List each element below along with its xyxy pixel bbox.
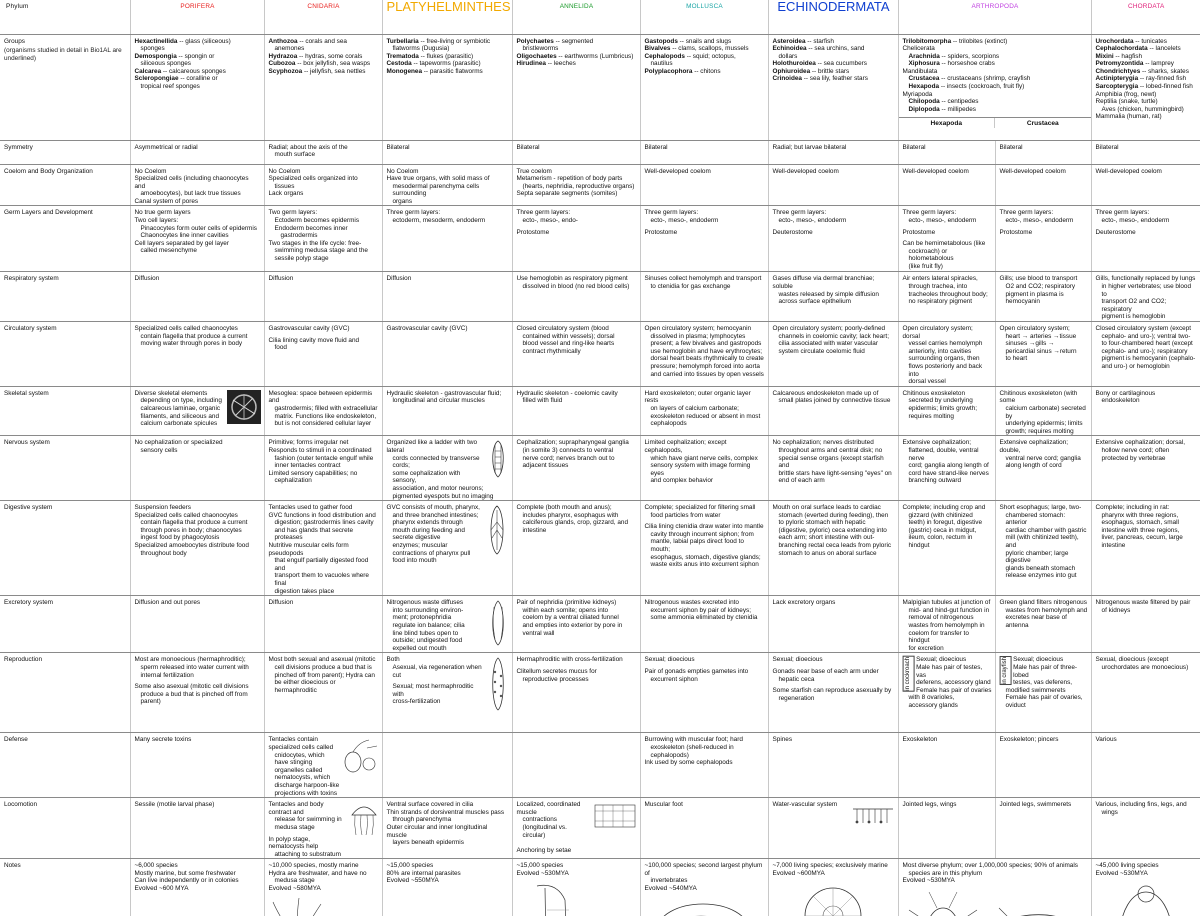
groups-note: (organisms studied in detail in Bio1AL are underlined) <box>4 47 122 62</box>
defense-porifera: Many secrete toxins <box>130 733 264 798</box>
row-skeletal <box>0 386 1200 436</box>
row-notes <box>0 859 1200 916</box>
circulatory-mollusca: Open circulatory system; hemocyanin dissolved in plasma; lymphocytes present; a few bivalves and gastropods use hemoglobin and have erythrocytes; dorsal heart beats rhythmically to create pressure; hemolymph forced into aorta and carried into tissues by open vessels <box>640 322 768 387</box>
phylum-arthropoda: ARTHROPODA <box>898 0 1091 34</box>
row-reproduction <box>0 653 1200 733</box>
planarian-nervous-sketch <box>487 439 509 479</box>
rat-anatomy-sketch <box>1096 880 1198 916</box>
locomotion-chordata: Various, including fins, legs, and wings <box>1091 798 1200 859</box>
row-locomotion <box>0 798 1200 859</box>
earthworm-anatomy-sketch <box>517 880 637 916</box>
digestive-annelida: Complete (both mouth and anus); includes pharynx, esophagus with calciferous glands, crop, gizzard, and intestine <box>512 501 640 596</box>
circulatory-porifera: Specialized cells called chaonocytes contain flagella that produce a current moving water through pores in body <box>130 322 264 387</box>
skeletal-annelida: Hydraulic skeleton - coelomic cavity filled with fluid <box>512 386 640 436</box>
respiratory-cnidaria: Diffusion <box>264 272 382 322</box>
respiratory-crustacea: Gills; use blood to transport O2 and CO2; respiratory pigment in plasma is hemocyanin <box>995 272 1091 322</box>
reproduction-mollusca: Sexual; dioecious Pair of gonads empties gametes into excurrent siphon <box>640 653 768 733</box>
excretory-chordata: Nitrogenous waste filtered by pair of kidneys <box>1091 596 1200 653</box>
symmetry-echinodermata: Radial; but larvae bilateral <box>768 140 898 164</box>
cockroach-crayfish-sketch <box>903 888 1091 916</box>
excretory-platyhelminthes <box>382 596 512 653</box>
row-label-skeletal: Skeletal system <box>0 386 130 436</box>
coelom-echinodermata: Well-developed coelom <box>768 164 898 206</box>
nervous-platyhelminthes <box>382 436 512 501</box>
row-symmetry <box>0 140 1200 164</box>
notes-platyhelminthes: ~15,000 species 80% are internal parasites Evolved ~550MYA <box>382 859 512 916</box>
skeletal-porifera <box>130 386 264 436</box>
locomotion-crustacea: Jointed legs, swimmerets <box>995 798 1091 859</box>
excretory-echinodermata: Lack excretory organs <box>768 596 898 653</box>
germ-cnidaria: Two germ layers: Ectoderm becomes epidermis Endoderm becomes inner gastrodermis Two stages in the life cycle: free- swimming medusa stage and the sessile polyp stage <box>264 206 382 272</box>
digestive-echinodermata: Mouth on oral surface leads to cardiac stomach (everted during feeding), then to pyloric stomach with hepatic (digestive, pyloric) ceca extending into each arm; short intestine with out- branching rectal ceca leads from pyloric stomach to anus on aboral surface <box>768 501 898 596</box>
row-label-nervous: Nervous system <box>0 436 130 501</box>
skeletal-chordata: Bony or cartilaginous endoskeleton <box>1091 386 1200 436</box>
reproduction-cnidaria: Most both sexual and asexual (mitotic cell divisions produce a bud that is pinched off from parent); Hydra can be either dioecious or hermaphroditic <box>264 653 382 733</box>
notes-annelida <box>512 859 640 916</box>
reproduction-porifera: Most are monoecious (hermaphroditic); sperm released into water current with internal fertilization Some also asexual (mitotic cell divisions produce a bud that is pinched off from parent) <box>130 653 264 733</box>
defense-crustacea: Exoskeleton; pincers <box>995 733 1091 798</box>
row-excretory <box>0 596 1200 653</box>
row-label-circulatory: Circulatory system <box>0 322 130 387</box>
notes-arthropoda-text: Most diverse phylum; over 1,000,000 species; 90% of animals species are in this phylum Evolved ~530MYA <box>902 862 1078 885</box>
locomotion-mollusca: Muscular foot <box>640 798 768 859</box>
digestive-crustacea: Short esophagus; large, two- chambered stomach: anterior cardiac chamber with gastric mill (with chitinized teeth), and pyloric chamber; large digestive glands beneath stomach release enzymes into gut <box>995 501 1091 596</box>
reproduction-crustacea-text: Sexual; dioecious Male has pair of three-lobed testes, vas deferens, modified swimmerets Female has pair of ovaries, oviduct <box>1005 656 1083 709</box>
groups-mollusca: Gastopods -- snails and slugs Bivalves -- clams, scallops, mussels Cephalopods -- squid; octopus, nautilus Polyplacophora -- chitons <box>640 34 768 140</box>
respiratory-porifera: Diffusion <box>130 272 264 322</box>
excretory-porifera: Diffusion and out pores <box>130 596 264 653</box>
respiratory-hexapoda: Air enters lateral spiracles, through trachea, into tracheoles throughout body; no respiratory pigment <box>898 272 995 322</box>
circulatory-echinodermata: Open circulatory system; poorly-defined channels in coelomic cavity; lack heart; cilia associated with water vascular system circulate coelomic fluid <box>768 322 898 387</box>
reproduction-hexapoda-text: Sexual; dioecious Male has pair of testes, vas deferens, accessory gland Female has pair of ovaries with 8 ovarioles, accessory glands <box>908 656 992 709</box>
symmetry-cnidaria: Radial; about the axis of the mouth surface <box>264 140 382 164</box>
row-label-digestive: Digestive system <box>0 501 130 596</box>
coelom-chordata: Well-developed coelom <box>1091 164 1200 206</box>
skeletal-echinodermata: Calcareous endoskeleton made up of small plates joined by connective tissue <box>768 386 898 436</box>
row-respiratory <box>0 272 1200 322</box>
groups-annelida: Polychaetes -- segmented bristleworms Oligochaetes -- earthworms (Lumbricus) Hirudinea -- leeches <box>512 34 640 140</box>
respiratory-annelida: Use hemoglobin as respiratory pigment dissolved in blood (no red blood cells) <box>512 272 640 322</box>
nervous-hexapoda: Extensive cephalization; flattened, double, ventral nerve cord; ganglia along length of cord have strand-like nerves branching outward <box>898 436 995 501</box>
locomotion-cnidaria-text: Tentacles and body contract and release for swimming in medusa stage In polyp stage, nematocysts help attaching to substratum <box>268 801 342 858</box>
symmetry-chordata: Bilateral <box>1091 140 1200 164</box>
nervous-echinodermata: No cephalization; nerves distributed throughout arms and central disk; no special sense organs (except starfish and brittle stars have light-sensing "eyes" on end of each arm <box>768 436 898 501</box>
clam-squid-anatomy-sketch <box>645 896 767 916</box>
defense-annelida <box>512 733 640 798</box>
nervous-mollusca: Limited cephalization; except cephalopods, which have giant nerve cells, complex sensory system with image forming eyes and complex behavior <box>640 436 768 501</box>
nervous-platyhelminthes-text: Organized like a ladder with two lateral cords connected by transverse cords; some cephalization with sensory, association, and motor neurons; pigmented eyespots but no imaging <box>386 439 494 500</box>
notes-porifera: ~6,000 species Mostly marine, but some freshwater Can live independently or in colonies Evolved ~600 MYA <box>130 859 264 916</box>
locomotion-porifera: Sessile (motile larval phase) <box>130 798 264 859</box>
groups-arthropoda <box>898 34 1091 140</box>
nervous-chordata: Extensive cephalization; dorsal, hollow nerve cord; often protected by vertebrae <box>1091 436 1200 501</box>
tag-in-cockroach: in cockroach <box>903 656 915 692</box>
locomotion-cnidaria <box>264 798 382 859</box>
notes-echinodermata-text: ~7,000 living species; exclusively marine Evolved ~600MYA <box>772 862 888 877</box>
header-row <box>0 0 1200 34</box>
excretory-hexapoda: Malpigian tubules at junction of mid- and hind-gut function in removal of nitrogenous wastes from hemolymph in coelom for transfer to hindgut for excretion <box>898 596 995 653</box>
row-label-defense: Defense <box>0 733 130 798</box>
row-defense <box>0 733 1200 798</box>
circulatory-annelida: Closed circulatory system (blood contained within vessels); dorsal blood vessel and ring-like hearts contract rhythmically <box>512 322 640 387</box>
respiratory-chordata: Gills, functionally replaced by lungs in higher vertebrates; use blood to transport O2 and CO2; respiratory pigment is hemoglobin <box>1091 272 1200 322</box>
groups-arthropoda-list: Trilobitomorpha -- trilobites (extinct) Chelicerata Arachnida -- spiders, scorpions Xiphosura -- horseshoe crabs Mandibulata Crustacea -- crustaceans (shrimp, crayfish Hexapoda -- insects (cockroach, fruit fly) Myriapoda Chilopoda -- centipedes Diplopoda -- millipedes <box>902 37 1031 113</box>
notes-echinodermata <box>768 859 898 916</box>
medusa-sketch <box>349 801 379 837</box>
excretory-platyhelminthes-text: Nitrogenous waste diffuses into surrounding environ- ment; protonephridia regulate ion balance; cilia line blind tubes open to outside; undigested food expelled out mouth <box>386 599 465 652</box>
symmetry-mollusca: Bilateral <box>640 140 768 164</box>
earthworm-section-sketch <box>593 801 637 831</box>
circulatory-platyhelminthes: Gastrovascular cavity (GVC) <box>382 322 512 387</box>
symmetry-porifera: Asymmetrical or radial <box>130 140 264 164</box>
digestive-mollusca: Complete; specialized for filtering small food particles from water Cilia lining ctenidia draw water into mantle cavity through incurrent siphon; from mantle, labial palps direct food to mouth; esophagus, stomach, digestive glands; waste exits anus into excurrent siphon <box>640 501 768 596</box>
reproduction-platyhelminthes <box>382 653 512 733</box>
row-label-groups <box>0 34 130 140</box>
germ-platyhelminthes: Three germ layers: ectoderm, mesoderm, endoderm <box>382 206 512 272</box>
digestive-platyhelminthes-text: GVC consists of mouth, pharynx, and three branched intestines; pharynx extends through mouth during feeding and secrete digestive enzymes; muscular contractions of pharynx pull food into mouth <box>386 504 480 565</box>
defense-echinodermata: Spines <box>768 733 898 798</box>
reproduction-crustacea <box>995 653 1091 733</box>
row-groups <box>0 34 1200 140</box>
row-germ-layers <box>0 206 1200 272</box>
coelom-hexapoda: Well-developed coelom <box>898 164 995 206</box>
locomotion-echinodermata-text: Water-vascular system <box>772 801 838 809</box>
row-label-symmetry: Symmetry <box>0 140 130 164</box>
excretory-crustacea: Green gland filters nitrogenous wastes from hemolymph and excretes near base of antenna <box>995 596 1091 653</box>
skeletal-crustacea: Chitinous exoskeleton (with some calcium carbonate) secreted by underlying epidermis; limits growth; requires molting <box>995 386 1091 436</box>
defense-mollusca: Burrowing with muscular foot; hard exoskeleton (shell-reduced in cephalopods) Ink used by some cephalopods <box>640 733 768 798</box>
groups-echinodermata: Asteroidea -- starfish Echinoidea -- sea urchins, sand dollars Holothuroidea -- sea cucumbers Ophiuroidea -- brittle stars Crinoidea -- sea lily, feather stars <box>768 34 898 140</box>
sea-star-anatomy-sketch <box>773 880 895 916</box>
germ-annelida: Three germ layers: ecto-, meso-, endo- Protostome <box>512 206 640 272</box>
phylum-chordata: CHORDATA <box>1091 0 1200 34</box>
germ-hexapoda: Three germ layers: ecto-, meso-, endoderm Protostome Can be hemimetabolous (like cockroach) or holometabolous (like fruit fly) <box>898 206 995 272</box>
row-label-respiratory: Respiratory system <box>0 272 130 322</box>
skeletal-porifera-text: Diverse skeletal elements depending on type, including calcareous laminae, organic filaments, and siliceous and calcium carbonate spicules <box>134 389 222 428</box>
phylum-annelida: ANNELIDA <box>512 0 640 34</box>
notes-arthropoda <box>898 859 1091 916</box>
row-digestive <box>0 501 1200 596</box>
notes-cnidaria-text: ~10,000 species, mostly marine Hydra are freshwater, and have no medusa stage Evolved ~580MYA <box>268 862 367 893</box>
notes-mollusca <box>640 859 768 916</box>
reproduction-platyhelminthes-text: Both Asexual, via regeneration when cut Sexual; most hermaphroditic with cross-fertilization <box>386 656 482 706</box>
notes-chordata <box>1091 859 1200 916</box>
locomotion-platyhelminthes: Ventral surface covered in cilia Thin strands of dorsiventral muscles pass through parenchyma Outer circular and inner longitudinal muscle layers beneath epidermis <box>382 798 512 859</box>
locomotion-hexapoda: Jointed legs, wings <box>898 798 995 859</box>
groups-cnidaria: Anthozoa -- corals and sea anemones Hydrazoa -- hydras, some corals Cubozoa -- box jellyfish, sea wasps Scyphozoa -- jellyfish, sea nettles <box>264 34 382 140</box>
excretory-annelida: Pair of nephridia (primitive kidneys) within each somite; opens into coelom by a ventral ciliated funnel and empties into exterior by pore in ventral wall <box>512 596 640 653</box>
phylum-header-label: Phylum <box>0 0 130 34</box>
coelom-annelida: True coelom Metamerism - repetition of body parts (hearts, nephridia, reproductive organs) Septa separate segments (somites) <box>512 164 640 206</box>
nervous-cnidaria: Primitive; forms irregular net Responds to stimuli in a coordinated fashion (outer tentacle engulf while inner tentacles contract Limited sensory capabilities; no cephalization <box>264 436 382 501</box>
excretory-cnidaria: Diffusion <box>264 596 382 653</box>
germ-porifera: No true germ layers Two cell layers: Pinacocytes form outer cells of epidermis Chaonocytes line inner cavities Cell layers separated by gel layer called mesenchyme <box>130 206 264 272</box>
symmetry-hexapoda: Bilateral <box>898 140 995 164</box>
coelom-platyhelminthes: No Coelom Have true organs, with solid mass of mesodermal parenchyma cells surrounding organs <box>382 164 512 206</box>
planarian-gut-sketch <box>485 504 509 556</box>
defense-cnidaria-text: Tentacles contain specialized cells called cnidocytes, which have stinging organelles called nematocysts, which discharge harpoon-like projections with toxins <box>268 736 340 797</box>
locomotion-annelida <box>512 798 640 859</box>
coelom-mollusca: Well-developed coelom <box>640 164 768 206</box>
circulatory-cnidaria: Gastrovascular cavity (GVC) Cilia lining cavity move fluid and food <box>264 322 382 387</box>
row-label-coelom: Coelom and Body Organization <box>0 164 130 206</box>
arthropoda-subheaders <box>899 117 1091 128</box>
groups-platyhelminthes: Turbellaria -- free-living or symbiotic flatworms (Dugusia) Trematoda -- flukes (parasitic) Cestoda -- tapeworms (parasitic) Monogenea -- parasitic flatworms <box>382 34 512 140</box>
tag-in-crayfish: in crayfish <box>1000 656 1012 685</box>
digestive-porifera: Suspension feeders Specialized cells called chaonocytes contain flagella that produce a current through pores in body; chaonocytes ingest food by phagocytosis Specialized amoebocytes distribute food throughout body <box>130 501 264 596</box>
symmetry-crustacea: Bilateral <box>995 140 1091 164</box>
hydra-anatomy-sketch <box>269 896 383 916</box>
excretory-mollusca: Nitrogenous wastes excreted into excurrent siphon by pair of kidneys; some ammonia eliminated by ctenidia <box>640 596 768 653</box>
coelom-porifera: No Coelom Specialized cells (including chaonocytes and amoebocytes), but lack true tissues Canal system of pores <box>130 164 264 206</box>
protonephridia-sketch <box>487 599 509 647</box>
respiratory-platyhelminthes: Diffusion <box>382 272 512 322</box>
digestive-platyhelminthes <box>382 501 512 596</box>
tube-feet-sketch <box>851 801 895 829</box>
notes-chordata-text: ~45,000 living species Evolved ~530MYA <box>1095 862 1159 877</box>
nervous-porifera: No cephalization or specialized sensory cells <box>130 436 264 501</box>
coelom-crustacea: Well-developed coelom <box>995 164 1091 206</box>
nervous-crustacea: Extensive cephalization; double, ventral nerve cord; ganglia along length of cord <box>995 436 1091 501</box>
skeletal-hexapoda: Chitinous exoskeleton secreted by underlying epidermis; limits growth; requires molting <box>898 386 995 436</box>
phylum-echinodermata: ECHINODERMATA <box>768 0 898 34</box>
digestive-cnidaria: Tentacles used to gather food GVC functions in food distribution and digestion; gastrodermis lines cavity and has glands that secrete proteases Nutritive muscular cells form pseudopods that engulf partially digested food and transport them to vacuoles where final digestion takes place <box>264 501 382 596</box>
groups-porifera: Hexactinellida -- glass (siliceous) sponges Demospongia -- spongin or siliceous sponges Calcarea -- calcareous sponges Scleropongiae -- coralline or tropical reef sponges <box>130 34 264 140</box>
phylum-cnidaria: CNIDARIA <box>264 0 382 34</box>
row-label-notes: Notes <box>0 859 130 916</box>
reproduction-echinodermata: Sexual; dioecious Gonads near base of each arm under hepatic ceca Some starfish can reproduce asexually by regeneration <box>768 653 898 733</box>
subheader-crustacea: Crustacea <box>994 118 1091 128</box>
subheader-hexapoda: Hexapoda <box>930 120 963 128</box>
defense-platyhelminthes <box>382 733 512 798</box>
defense-chordata: Various <box>1091 733 1200 798</box>
digestive-chordata: Complete; including in rat: pharynx with three regions, esophagus, stomach, small intestine with three regions, liver, pancreas, cecum, large intestine <box>1091 501 1200 596</box>
respiratory-echinodermata: Gases diffuse via dermal branchiae; soluble wastes released by simple diffusion across surface epithelium <box>768 272 898 322</box>
notes-cnidaria <box>264 859 382 916</box>
row-label-germ-layers: Germ Layers and Development <box>0 206 130 272</box>
row-label-excretory: Excretory system <box>0 596 130 653</box>
row-coelom <box>0 164 1200 206</box>
groups-chordata: Urochordata -- tunicates Cephalochordata -- lancelets Mixini -- hagfish Petromyzontida -- lamprey Chondrichtyes -- sharks, skates Actinipterygia -- ray-finned fish Sarcopterygia -- lobed-finned fish Amphibia (frog, newt) Reptilia (snake, turtle) Aves (chicken, hummingbird) Mammalia (human, rat) <box>1091 34 1200 140</box>
circulatory-chordata: Closed circulatory system (except cephalo- and uro-); ventral two- to four-chambered heart (except cephalo- and uro-); respiratory pigment is hemocyanin (cephalo- and uro-) or hemoglobin <box>1091 322 1200 387</box>
germ-crustacea: Three germ layers: ecto-, meso-, endoderm Protostome <box>995 206 1091 272</box>
locomotion-echinodermata <box>768 798 898 859</box>
reproduction-hexapoda <box>898 653 995 733</box>
reproduction-annelida: Hermaphroditic with cross-fertilization Clitellum secretes mucus for reproductive processes <box>512 653 640 733</box>
row-label-reproduction: Reproduction <box>0 653 130 733</box>
row-nervous <box>0 436 1200 501</box>
respiratory-mollusca: Sinuses collect hemolymph and transport to ctenidia for gas exchange <box>640 272 768 322</box>
defense-hexapoda: Exoskeleton <box>898 733 995 798</box>
germ-chordata: Three germ layers: ecto-, meso-, endoderm Deuterostome <box>1091 206 1200 272</box>
nervous-annelida: Cephalization; suprapharyngeal ganglia (in somite 3) connects to ventral nerve cord; nerves branch out to adjacent tissues <box>512 436 640 501</box>
phylum-platyhelminthes: PLATYHELMINTHES <box>382 0 512 34</box>
defense-cnidaria <box>264 733 382 798</box>
skeletal-platyhelminthes: Hydraulic skeleton - gastrovascular fluid; longitudinal and circular muscles <box>382 386 512 436</box>
groups-label: Groups <box>4 37 25 45</box>
phylum-mollusca: MOLLUSCA <box>640 0 768 34</box>
nematocyst-sketch <box>339 736 379 776</box>
phylum-porifera: PORIFERA <box>130 0 264 34</box>
circulatory-crustacea: Open circulatory system; heart → arteries →tissue sinuses →gills → pericardial sinus →return to heart <box>995 322 1091 387</box>
symmetry-annelida: Bilateral <box>512 140 640 164</box>
circulatory-hexapoda: Open circulatory system; dorsal vessel carries hemolymph anteriorly, into cavities surrounding organs, then flows posteriorly and back into dorsal vessel <box>898 322 995 387</box>
digestive-hexapoda: Complete; including crop and gizzard (with chitinized teeth) in foregut, digestive (gastric) ceca in midgut, ileum, colon, rectum in hindgut <box>898 501 995 596</box>
notes-annelida-text: ~15,000 species Evolved ~530MYA <box>516 862 569 877</box>
symmetry-platyhelminthes: Bilateral <box>382 140 512 164</box>
row-label-locomotion: Locomotion <box>0 798 130 859</box>
reproduction-chordata: Sexual, dioecious (except urochordates are monoecious) <box>1091 653 1200 733</box>
locomotion-annelida-text: Localized, coordinated muscle contractions (longitudinal vs. circular) Anchoring by setae <box>516 801 581 855</box>
germ-mollusca: Three germ layers: ecto-, meso-, endoderm Protostome <box>640 206 768 272</box>
coelom-cnidaria: No Coelom Specialized cells organized into tissues Lack organs <box>264 164 382 206</box>
germ-echinodermata: Three germ layers: ecto-, meso-, endoderm Deuterostome <box>768 206 898 272</box>
notes-mollusca-text: ~100,000 species; second largest phylum of invertebrates Evolved ~540MYA <box>644 862 763 893</box>
skeletal-cnidaria: Mesoglea: space between epidermis and gastrodermis; filled with extracellular matrix. Functions like endoskeleton, but is not considered cellular layer <box>264 386 382 436</box>
sponge-spicules-image <box>227 390 261 424</box>
planarian-reproductive-sketch <box>487 656 509 712</box>
row-circulatory <box>0 322 1200 387</box>
skeletal-mollusca: Hard exoskeleton; outer organic layer rests on layers of calcium carbonate; exoskeleton reduced or absent in most cephalopods <box>640 386 768 436</box>
